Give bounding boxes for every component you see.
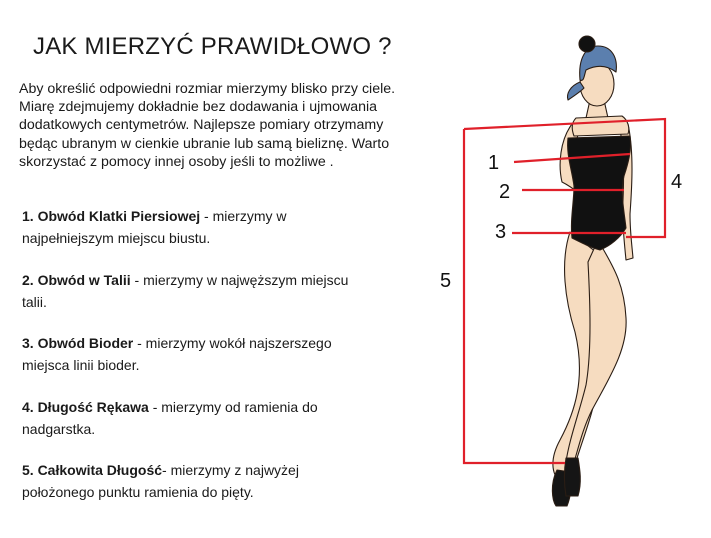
measure-item-text: najpełniejszym miejscu biustu. <box>22 230 211 246</box>
total-length-bracket <box>464 129 565 463</box>
measure-item-title: 3. Obwód Bioder <box>22 335 134 351</box>
hair-bun <box>579 36 595 52</box>
measure-item-title: 5. Całkowita Długość <box>22 462 163 478</box>
label-hips: 3 <box>495 221 507 243</box>
measure-item-title: 1. Obwód Klatki Piersiowej <box>22 208 201 224</box>
measure-item-text: - mierzymy w najwęższym miejscu <box>130 272 349 288</box>
intro-line: Aby określić odpowiedni rozmiar mierzymy blisko przy ciele. <box>19 81 396 97</box>
measure-item-title: 2. Obwód w Talii <box>22 272 131 288</box>
measure-item-text: talii. <box>22 294 47 310</box>
measure-item-text: - mierzymy w <box>200 208 287 224</box>
intro-line: Miarę zdejmujemy dokładnie bez dodawania i ujmowania <box>19 99 378 116</box>
measure-item-text: - mierzymy wokół najszerszego <box>133 335 332 351</box>
measure-item-text: nadgarstka. <box>22 421 96 437</box>
label-chest: 1 <box>488 152 500 174</box>
label-total-length: 5 <box>440 270 452 292</box>
measure-item-text: - mierzymy z najwyżej <box>162 462 299 478</box>
page-title: JAK MIERZYĆ PRAWIDŁOWO ? <box>33 33 392 60</box>
measure-item-text: - mierzymy od ramienia do <box>148 399 318 415</box>
label-waist: 2 <box>499 181 511 203</box>
intro-line: skorzystać z pomocy innej osoby jeśli to możliwe . <box>19 153 334 170</box>
right-shoe <box>565 458 581 496</box>
body-illustration <box>552 36 633 506</box>
intro-line: będąc ubranym w cienkie ubranie lub samą bieliznę. Warto <box>19 135 390 152</box>
measure-item-text: miejsca linii bioder. <box>22 357 140 373</box>
measure-item-text: położonego punktu ramienia do pięty. <box>22 484 254 500</box>
intro-line: dodatkowych centymetrów. Najlepsze pomiary otrzymamy <box>19 117 384 134</box>
measure-item-title: 4. Długość Rękawa <box>22 399 149 415</box>
label-sleeve-length: 4 <box>671 171 683 193</box>
shoulders <box>572 116 628 136</box>
